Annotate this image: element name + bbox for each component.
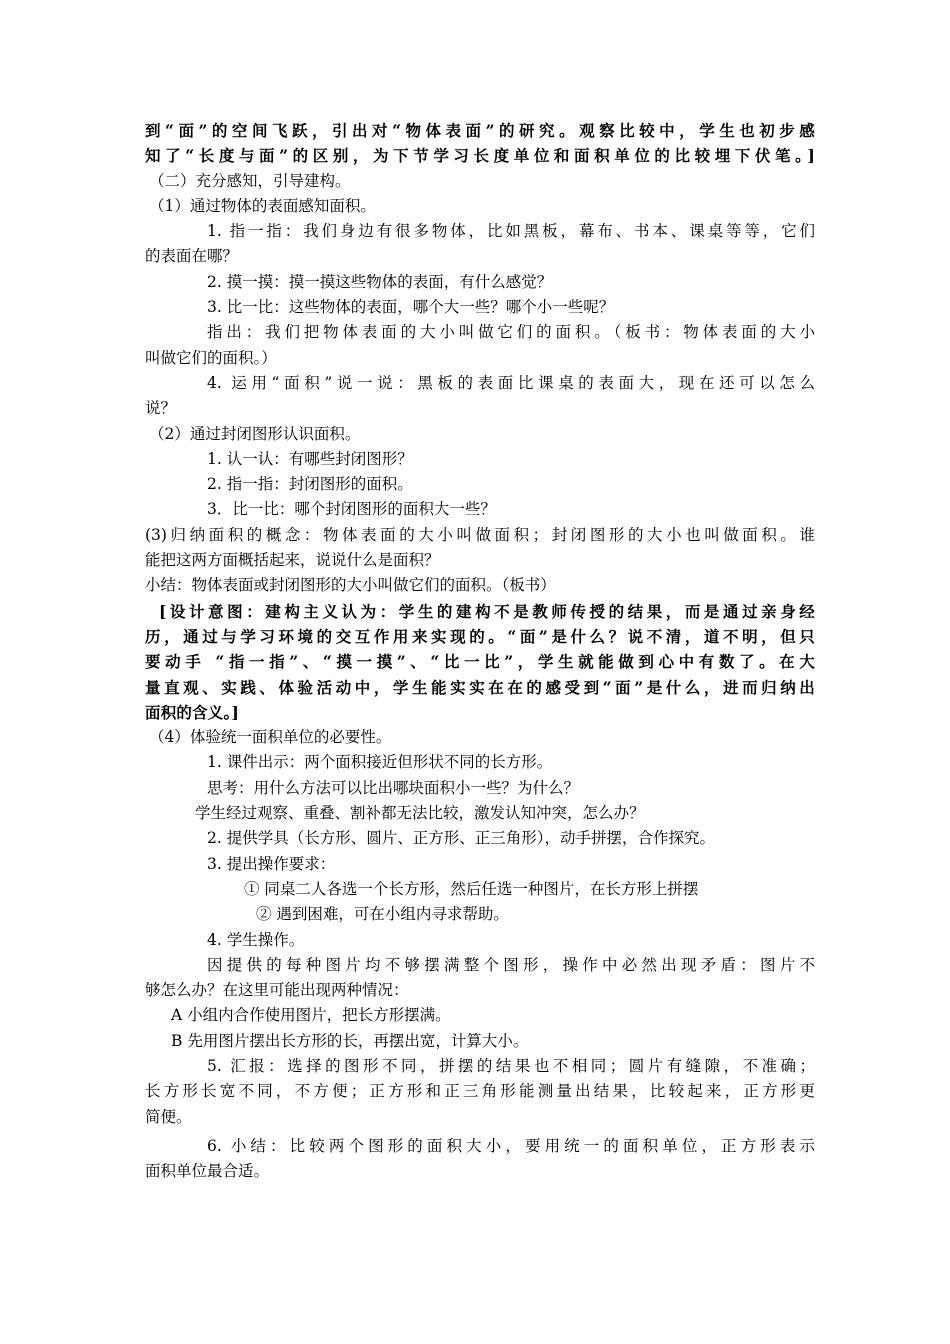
subsection-heading: (3)归纳面积的概念：物体表面的大小叫做面积；封闭图形的大小也叫做面积。谁 [145,525,815,544]
text-line: 说？ [145,399,177,418]
subsection-heading: （1）通过物体的表面感知面积。 [149,196,376,215]
document-page [145,118,815,1184]
text-line: 4. 运用“面积”说一说：黑板的表面比课桌的表面大，现在还可以怎么 [207,373,815,392]
text-line: 思考：用什么方法可以比出哪块面积小一些？为什么？ [207,778,580,797]
text-line: 叫做它们的面积。） [145,348,277,367]
text-line: 3. 比一比：这些物体的表面，哪个大一些？哪个小一些呢？ [207,298,615,317]
case-item: A 小组内合作使用图片，把长方形摆满。 [171,1006,451,1025]
text-line: 1. 认一认：有哪些封闭图形？ [207,449,413,468]
summary-line: 小结：物体表面或封闭图形的大小叫做它们的面积。（板书） [145,576,556,595]
text-line: 能把这两方面概括起来，说说什么是面积？ [145,551,440,570]
text-line: 1. 指一指：我们身边有很多物体，比如黑板，幕布、书本、课桌等等，它们 [207,222,815,241]
text-line: 指出：我们把物体表面的大小叫做它们的面积。（板书：物体表面的大小 [207,323,815,342]
design-intent-line: 量直观、实践、体验活动中，学生能实实在在的感受到“面”是什么，进而归纳出 [145,677,815,697]
text-line: 长方形长宽不同，不方便；正方形和正三角形能测量出结果，比较起来，正方形更 [145,1082,815,1101]
text-line: 的表面在哪？ [145,247,239,266]
text-line: 到“面”的空间飞跃，引出对“物体表面”的研究。观察比较中，学生也初步感 [145,121,815,140]
design-intent-line: 面积的含义。] [145,702,239,722]
case-item: B 先用图片摆出长方形的长，再摆出宽，计算大小。 [171,1031,529,1050]
text-line: 2. 指一指：封闭图形的面积。 [207,475,413,494]
text-line: 1. 课件出示：两个面积接近但形状不同的长方形。 [207,753,553,772]
text-line: 知了“长度与面”的区别，为下节学习长度单位和面积单位的比较埋下伏笔。] [145,146,815,166]
text-line: 6. 小结：比较两个图形的面积大小，要用统一的面积单位，正方形表示 [207,1136,815,1155]
requirement-item: ① 同桌二人各选一个长方形，然后任选一种图片，在长方形上拼摆 [244,879,699,898]
text-line: 面积单位最合适。 [145,1162,270,1181]
subsection-heading: （4）体验统一面积单位的必要性。 [149,728,392,747]
subsection-heading: （2）通过封闭图形认识面积。 [149,424,361,443]
text-line: 3．比一比：哪个封闭图形的面积大一些？ [207,500,496,519]
text-line: 因提供的每种图片均不够摆满整个图形，操作中必然出现矛盾：图片不 [207,955,815,974]
text-line: 4. 学生操作。 [207,930,305,949]
text-line: 5. 汇报：选择的图形不同，拼摆的结果也不相同；圆片有缝隙，不准确； [207,1056,815,1075]
text-line: 2. 摸一摸：摸一摸这些物体的表面，有什么感觉？ [207,272,553,291]
design-intent-line: [设计意图：建构主义认为：学生的建构不是教师传授的结果，而是通过亲身经 [159,601,815,621]
text-line: 3. 提出操作要求： [207,854,336,873]
design-intent-line: 要动手 “指一指”、“摸一摸”、“比一比”，学生就能做到心中有数了。在大 [145,652,815,672]
text-line: 够怎么办？在这里可能出现两种情况： [145,981,409,1000]
requirement-item: ② 遇到困难，可在小组内寻求帮助。 [256,905,509,924]
design-intent-line: 历，通过与学习环境的交互作用来实现的。“面”是什么？说不清，道不明，但只 [145,626,815,646]
text-line: 简便。 [145,1107,192,1126]
text-line: 学生经过观察、重叠、割补都无法比较，激发认知冲突，怎么办？ [195,804,645,823]
section-heading: （二）充分感知，引导建构。 [149,171,351,190]
text-line: 2. 提供学具（长方形、圆片、正方形、正三角形），动手拼摆，合作探究。 [207,829,715,848]
